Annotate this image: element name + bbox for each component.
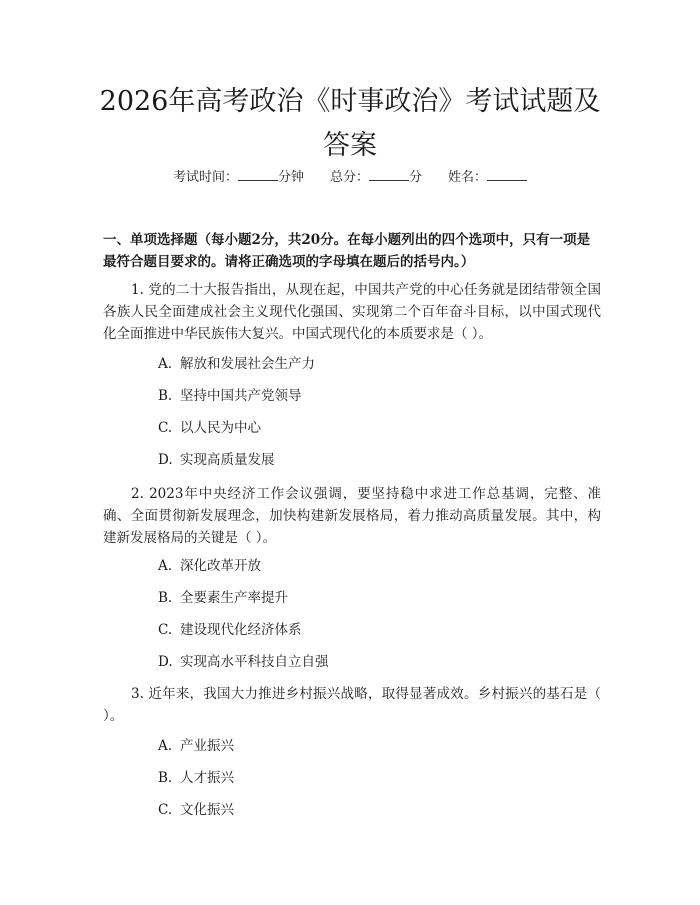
option-text: 解放和发展社会生产力	[180, 356, 315, 372]
question-1-option-b	[158, 387, 302, 405]
option-text: 文化振兴	[180, 802, 234, 818]
question-2-option-c	[158, 621, 302, 639]
option-text: 深化改革开放	[180, 558, 261, 574]
question-3-stem: 3. 近年来，我国大力推进乡村振兴战略，取得显著成效。乡村振兴的基石是（ ）。	[103, 686, 601, 724]
document-title: 2026年高考政治《时事政治》考试试题及答案	[99, 86, 601, 161]
option-letter: C.	[158, 622, 173, 638]
student-name-blank	[487, 168, 527, 181]
total-score-label: 总分：	[329, 170, 369, 185]
option-letter: C.	[158, 420, 173, 436]
total-score-unit: 分	[409, 170, 423, 185]
option-letter: C.	[158, 802, 173, 818]
question-1-option-d	[158, 451, 275, 469]
option-text: 实现高质量发展	[180, 452, 275, 468]
option-text: 全要素生产率提升	[180, 590, 288, 606]
question-1-option-c	[158, 419, 261, 437]
question-3-option-a	[158, 737, 234, 755]
option-letter: D.	[158, 452, 173, 468]
option-text: 产业振兴	[180, 738, 234, 754]
option-letter: A.	[158, 356, 173, 372]
question-2-stem: 2. 2023年中央经济工作会议强调，要坚持稳中求进工作总基调，完整、准确、全面贯彻新发展理念，加快构建新发展格局，着力推动高质量发展。其中，构建新发展格局的关键是（ ）。	[103, 486, 601, 546]
question-2-option-a	[158, 557, 261, 575]
exam-time-unit: 分钟	[277, 170, 304, 185]
section-heading-single-choice: 一、单项选择题（每小题2分，共20分。在每小题列出的四个选项中，只有一项是最符合题目要求的。请将正确选项的字母填在题后的括号内。）	[103, 232, 591, 270]
question-1-option-a	[158, 355, 315, 373]
student-name-label: 姓名：	[448, 170, 488, 185]
question-2-option-d	[158, 653, 329, 671]
total-score-blank	[369, 168, 409, 181]
option-text: 实现高水平科技自立自强	[180, 654, 329, 670]
question-2-option-b	[158, 589, 288, 607]
option-letter: B.	[158, 590, 173, 606]
exam-time-blank	[238, 168, 278, 181]
question-3-option-c	[158, 801, 234, 819]
option-letter: B.	[158, 770, 173, 786]
option-letter: A.	[158, 738, 173, 754]
question-3-option-b	[158, 769, 234, 787]
exam-time-label: 考试时间：	[172, 170, 238, 185]
option-letter: A.	[158, 558, 173, 574]
option-text: 以人民为中心	[180, 420, 261, 436]
option-text: 坚持中国共产党领导	[180, 388, 302, 404]
exam-info-line	[0, 168, 700, 187]
question-1-stem: 1. 党的二十大报告指出，从现在起，中国共产党的中心任务就是团结带领全国各族人民全面建成社会主义现代化强国、实现第二个百年奋斗目标，以中国式现代化全面推进中华民族伟大复兴。中国式现代化的本质要求是（ ）。	[103, 282, 601, 342]
option-text: 人才振兴	[180, 770, 234, 786]
option-text: 建设现代化经济体系	[180, 622, 302, 638]
option-letter: B.	[158, 388, 173, 404]
option-letter: D.	[158, 654, 173, 670]
